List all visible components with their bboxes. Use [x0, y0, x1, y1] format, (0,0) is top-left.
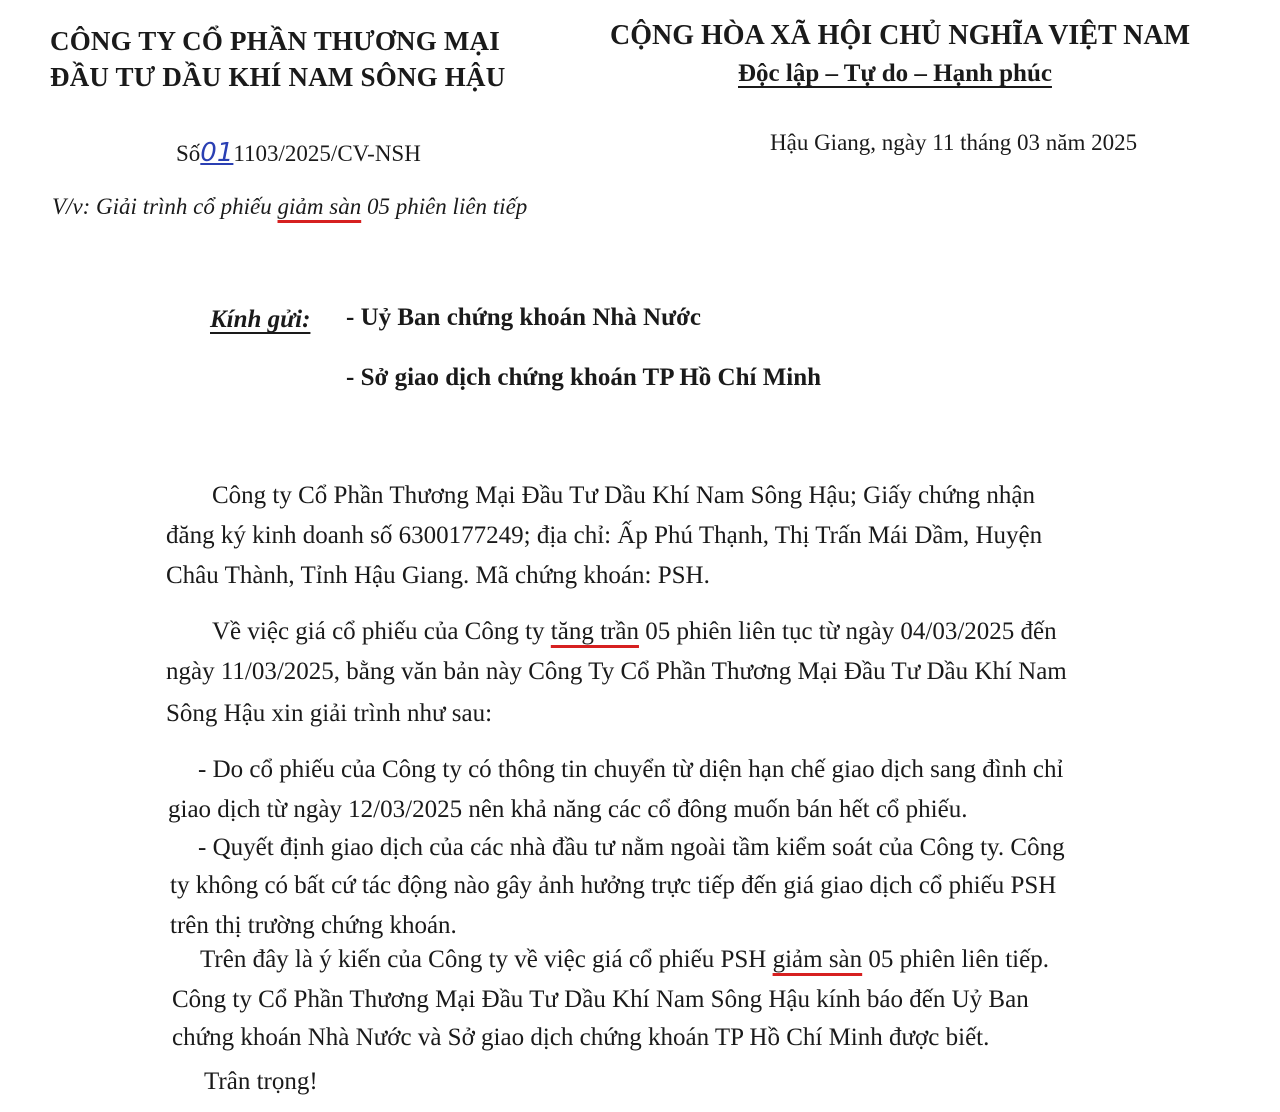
p2-highlight: tăng trần — [550, 618, 639, 645]
place-date: Hậu Giang, ngày 11 tháng 03 năm 2025 — [770, 130, 1138, 155]
paragraph-line: Châu Thành, Tỉnh Hậu Giang. Mã chứng khoán: PSH. — [166, 562, 710, 589]
bullet-line: giao dịch từ ngày 12/03/2025 nên khả năng các cổ đông muốn bán hết cổ phiếu. — [168, 796, 968, 823]
subject-highlight: giảm sàn — [277, 194, 362, 219]
document-number — [176, 138, 421, 168]
paragraph-line — [200, 946, 1049, 974]
p3-before: Trên đây là ý kiến của Công ty về việc giá cổ phiếu PSH — [200, 946, 773, 973]
document-number-prefix: Số — [176, 141, 201, 166]
subject-before: V/v: Giải trình cổ phiếu — [52, 194, 278, 219]
subject-after: 05 phiên liên tiếp — [361, 194, 528, 219]
recipient-item: - Sở giao dịch chứng khoán TP Hồ Chí Minh — [346, 364, 822, 391]
paragraph-line: Công ty Cổ Phần Thương Mại Đầu Tư Dầu Khí Nam Sông Hậu; Giấy chứng nhận — [212, 482, 1036, 509]
p3-after: 05 phiên liên tiếp. — [862, 946, 1049, 973]
bullet-line: - Quyết định giao dịch của các nhà đầu tư nằm ngoài tầm kiểm soát của Công ty. Công — [198, 834, 1065, 861]
paragraph-line: ngày 11/03/2025, bằng văn bản này Công Ty Cổ Phần Thương Mại Đầu Tư Dầu Khí Nam — [166, 658, 1067, 685]
recipient-label: Kính gửi: — [210, 306, 311, 333]
bullet-line: trên thị trường chứng khoán. — [170, 912, 457, 939]
paragraph-line: Sông Hậu xin giải trình như sau: — [166, 700, 493, 727]
national-motto: Độc lập – Tự do – Hạnh phúc — [738, 60, 1052, 87]
bullet-line: - Do cổ phiếu của Công ty có thông tin chuyển từ diện hạn chế giao dịch sang đình chỉ — [198, 756, 1064, 783]
company-name-line1: CÔNG TY CỔ PHẦN THƯƠNG MẠI — [50, 26, 500, 56]
paragraph-line: Công ty Cổ Phần Thương Mại Đầu Tư Dầu Khí Nam Sông Hậu kính báo đến Uỷ Ban — [172, 986, 1029, 1013]
closing-text: Trân trọng! — [204, 1068, 318, 1095]
paragraph-line: đăng ký kinh doanh số 6300177249; địa chỉ: Ấp Phú Thạnh, Thị Trấn Mái Dầm, Huyện — [166, 522, 1043, 549]
company-name-line2: ĐẦU TƯ DẦU KHÍ NAM SÔNG HẬU — [50, 62, 506, 92]
bullet-line: ty không có bất cứ tác động nào gây ảnh hưởng trực tiếp đến giá giao dịch cổ phiếu PSH — [170, 872, 1057, 899]
recipient-item: - Uỷ Ban chứng khoán Nhà Nước — [346, 304, 702, 331]
document-number-suffix: 1103/2025/CV-NSH — [233, 141, 421, 166]
paragraph-line: chứng khoán Nhà Nước và Sở giao dịch chứng khoán TP Hồ Chí Minh được biết. — [172, 1024, 990, 1051]
p2-after: 05 phiên liên tục từ ngày 04/03/2025 đến — [638, 618, 1057, 645]
paragraph-line — [212, 618, 1057, 646]
handwritten-number: 01 — [200, 138, 234, 168]
p2-before: Về việc giá cổ phiếu của Công ty — [212, 618, 551, 645]
subject-line — [52, 194, 527, 220]
national-title: CỘNG HÒA XÃ HỘI CHỦ NGHĨA VIỆT NAM — [610, 20, 1191, 51]
p3-highlight: giảm sàn — [772, 946, 863, 973]
